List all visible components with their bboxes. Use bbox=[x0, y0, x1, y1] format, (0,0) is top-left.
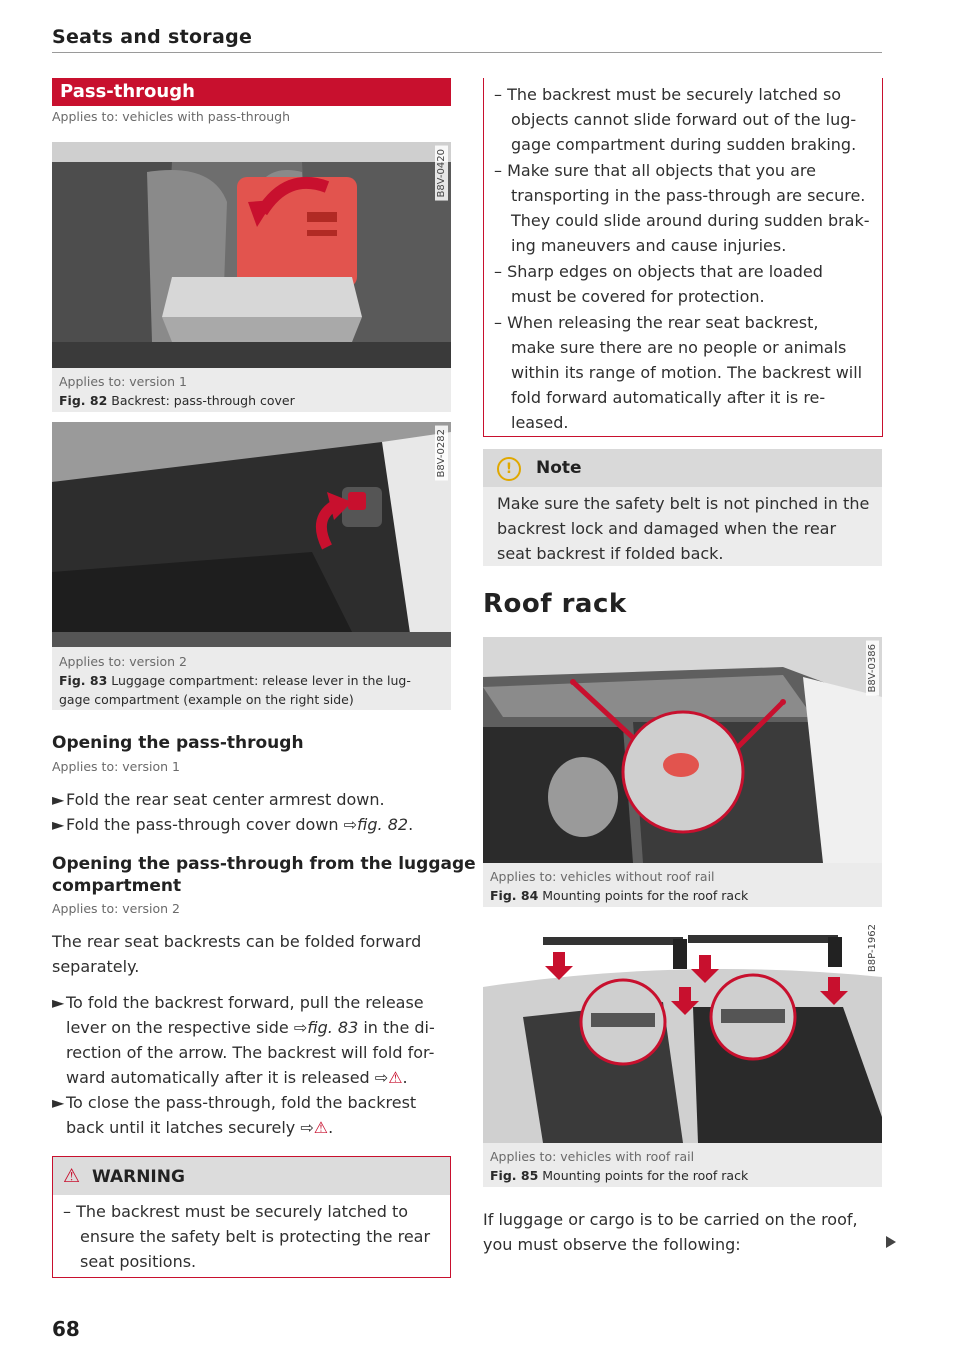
list-item-continuation: ward automatically after it is released ⇨⚠. bbox=[66, 1068, 408, 1087]
warning-item-continuation: transporting in the pass-through are secure. bbox=[511, 186, 866, 205]
roof-paragraph-line1: If luggage or cargo is to be carried on the roof, bbox=[483, 1210, 858, 1229]
figure-84-applies: Applies to: vehicles without roof rail bbox=[490, 869, 715, 884]
figure-83-applies: Applies to: version 2 bbox=[59, 654, 187, 669]
warning-item-continuation: ensure the safety belt is protecting the rear bbox=[80, 1227, 431, 1246]
warning-item-continuation: make sure there are no people or animals bbox=[511, 338, 847, 357]
warning-triangle-icon[interactable]: ⚠ bbox=[313, 1118, 329, 1137]
warning-title: WARNING bbox=[91, 1167, 185, 1187]
warning-item: – The backrest must be securely latched to bbox=[63, 1202, 409, 1221]
figure-82-code: B8V-0420 bbox=[435, 146, 448, 201]
heading-luggage-line1: Opening the pass-through from the luggage bbox=[52, 854, 476, 874]
note-text-line1: Make sure the safety belt is not pinched in the bbox=[497, 494, 870, 513]
figure-85-code: B8P-1962 bbox=[866, 921, 879, 975]
figure-85-caption: Fig. 85 Mounting points for the roof rack bbox=[490, 1168, 749, 1183]
warning-item-continuation: gage compartment during sudden braking. bbox=[511, 135, 857, 154]
list-item-continuation: rection of the arrow. The backrest will fold for- bbox=[66, 1043, 435, 1062]
header-divider bbox=[52, 52, 882, 53]
list-item: ► Fold the rear seat center armrest down. bbox=[52, 790, 385, 809]
section-title-pass-through: Pass-through bbox=[52, 78, 451, 106]
figure-85 bbox=[483, 917, 882, 1187]
luggage-paragraph-line1: The rear seat backrests can be folded forward bbox=[52, 932, 422, 951]
warning-item-continuation: objects cannot slide forward out of the lug- bbox=[511, 110, 857, 129]
figure-84-code: B8V-0386 bbox=[866, 641, 879, 696]
heading-opening-pass-through: Opening the pass-through bbox=[52, 733, 304, 753]
continue-triangle-icon bbox=[886, 1236, 896, 1248]
list-item-continuation: lever on the respective side ⇨fig. 83 in the di- bbox=[66, 1018, 435, 1037]
list-item: ► Fold the pass-through cover down ⇨fig. 82. bbox=[52, 815, 414, 834]
arrow-right-xref-icon: ⇨ bbox=[293, 1018, 308, 1037]
warning-item-continuation: seat positions. bbox=[80, 1252, 197, 1271]
figure-82-caption: Fig. 82 Backrest: pass-through cover bbox=[59, 393, 295, 408]
figure-83 bbox=[52, 422, 451, 710]
figure-84 bbox=[483, 637, 882, 907]
luggage-paragraph-line2: separately. bbox=[52, 957, 140, 976]
warning-item: – Sharp edges on objects that are loaded bbox=[494, 262, 823, 281]
figure-85-applies: Applies to: vehicles with roof rail bbox=[490, 1149, 695, 1164]
figure-83-caption-line2: gage compartment (example on the right side) bbox=[59, 692, 354, 707]
luggage-applies: Applies to: version 2 bbox=[52, 901, 180, 916]
note-text-line3: seat backrest if folded back. bbox=[497, 544, 724, 563]
warning-item-continuation: fold forward automatically after it is re- bbox=[511, 388, 826, 407]
figure-82-applies: Applies to: version 1 bbox=[59, 374, 187, 389]
warning-item: – The backrest must be securely latched so bbox=[494, 85, 842, 104]
note-text-line2: backrest lock and damaged when the rear bbox=[497, 519, 837, 538]
page-number: 68 bbox=[52, 1317, 80, 1341]
opening-applies: Applies to: version 1 bbox=[52, 759, 180, 774]
note-header bbox=[483, 449, 882, 487]
list-item: ► To close the pass-through, fold the backrest bbox=[52, 1093, 417, 1112]
warning-triangle-icon[interactable]: ⚠ bbox=[388, 1068, 403, 1087]
heading-roof-rack: Roof rack bbox=[483, 589, 627, 619]
warning-item-continuation: They could slide around during sudden brak- bbox=[511, 211, 870, 230]
figure-83-image bbox=[52, 422, 451, 647]
figure-84-image bbox=[483, 637, 882, 863]
warning-item-continuation: within its range of motion. The backrest will bbox=[511, 363, 863, 382]
roof-paragraph-line2: you must observe the following: bbox=[483, 1235, 741, 1254]
warning-item: – When releasing the rear seat backrest, bbox=[494, 313, 819, 332]
figure-85-image bbox=[483, 917, 882, 1143]
figure-82 bbox=[52, 142, 451, 412]
warning-item-continuation: ing maneuvers and cause injuries. bbox=[511, 236, 787, 255]
warning-box bbox=[52, 1156, 451, 1278]
warning-item-continuation: must be covered for protection. bbox=[511, 287, 765, 306]
page-header-title: Seats and storage bbox=[52, 26, 253, 48]
list-item-continuation: back until it latches securely ⇨⚠. bbox=[66, 1118, 334, 1137]
note-box bbox=[483, 449, 882, 566]
arrow-right-xref-icon: ⇨ bbox=[343, 815, 358, 834]
warning-box-continued bbox=[483, 78, 883, 437]
warning-triangle-icon: ⚠ bbox=[63, 1165, 81, 1187]
figure-83-caption-line1: Fig. 83 Luggage compartment: release lever in the lug- bbox=[59, 673, 411, 688]
section-applies: Applies to: vehicles with pass-through bbox=[52, 109, 291, 124]
xref-fig-82[interactable]: fig. 82 bbox=[357, 815, 409, 834]
note-title: Note bbox=[536, 458, 582, 478]
note-exclamation-icon: ! bbox=[497, 457, 521, 481]
warning-item: – Make sure that all objects that you are bbox=[494, 161, 816, 180]
arrow-right-xref-icon: ⇨ bbox=[374, 1068, 389, 1087]
list-item: ► To fold the backrest forward, pull the release bbox=[52, 993, 424, 1012]
xref-fig-83[interactable]: fig. 83 bbox=[307, 1018, 359, 1037]
heading-luggage-line2: compartment bbox=[52, 876, 182, 896]
figure-84-caption: Fig. 84 Mounting points for the roof rack bbox=[490, 888, 749, 903]
warning-header bbox=[53, 1157, 450, 1195]
figure-83-code: B8V-0282 bbox=[435, 426, 448, 481]
arrow-right-xref-icon: ⇨ bbox=[300, 1118, 314, 1137]
figure-82-image bbox=[52, 142, 451, 368]
warning-item-continuation: leased. bbox=[511, 413, 569, 432]
